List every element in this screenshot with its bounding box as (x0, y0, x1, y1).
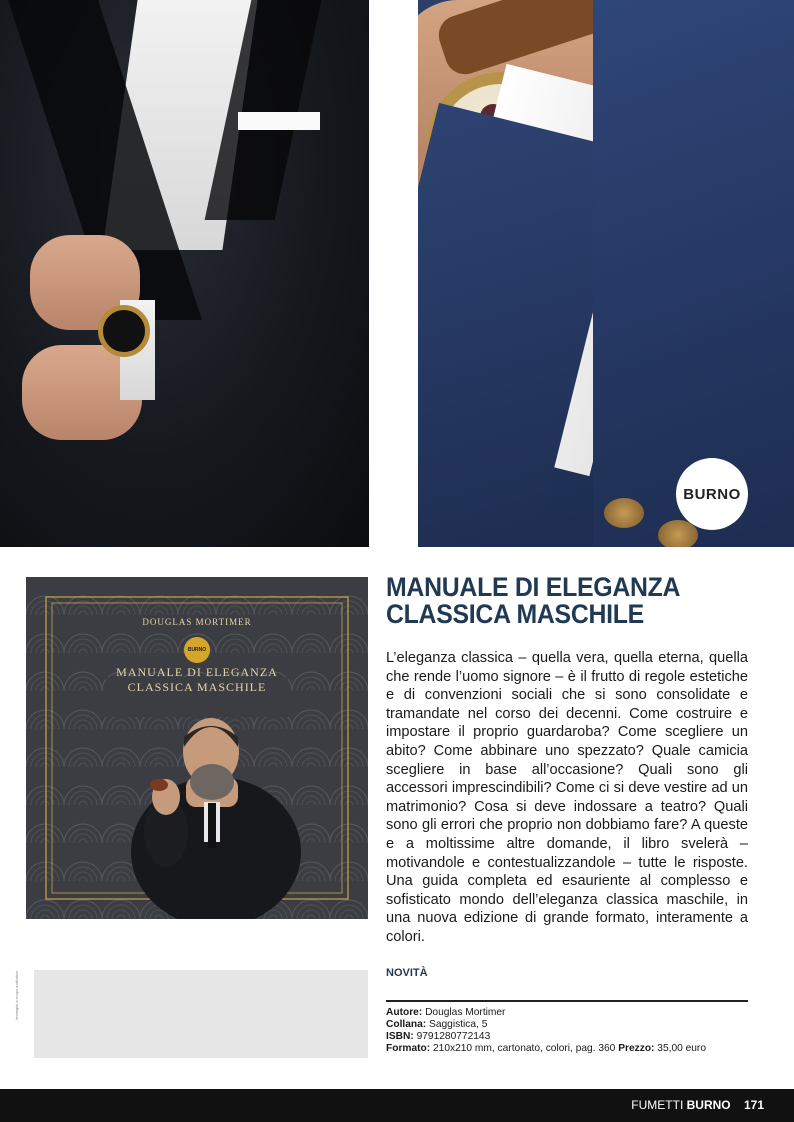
footer-brand: BURNO (686, 1098, 731, 1112)
cover-publisher-badge: BURNO (184, 637, 210, 663)
autore-value: Douglas Mortimer (425, 1007, 506, 1018)
headline-line2: CLASSICA MASCHILE (386, 599, 644, 629)
grey-placeholder-box (34, 970, 368, 1058)
cover-title-line2: CLASSICA MASCHILE (127, 680, 267, 694)
prezzo-value: 35,00 euro (657, 1043, 706, 1054)
novita-tag: NOVITÀ (386, 967, 428, 979)
page-footer (0, 1089, 794, 1122)
isbn-label: ISBN: (386, 1031, 414, 1042)
burno-logo: BURNO (676, 458, 748, 530)
book-specs (386, 1007, 756, 1055)
watch-photo (418, 0, 794, 547)
formato-label: Formato: (386, 1043, 431, 1054)
cover-title-line1: MANUALE DI ELEGANZA (116, 665, 278, 679)
footer-text (631, 1098, 764, 1112)
collana-label: Collana: (386, 1019, 427, 1030)
headline-line1: MANUALE DI ELEGANZA (386, 572, 681, 602)
tuxedo-photo (0, 0, 369, 547)
cover-author: DOUGLAS MORTIMER (142, 617, 252, 627)
divider (386, 1000, 748, 1002)
isbn-value: 9791280772143 (416, 1031, 491, 1042)
autore-label: Autore: (386, 1007, 423, 1018)
collana-value: Saggistica, 5 (429, 1019, 488, 1030)
book-cover-image (26, 577, 368, 919)
article-body: L’eleganza classica – quella vera, quella eterna, quella che rende l’uomo signore – è il frutto di regole estetiche e di convenzioni sociali che si sono consolidate e tramandate nel corso dei decenni. Come costruire e impostare il proprio guardaroba? Come scegliere un abito? Come abbinare uno spezzato? Quale camicia scegliere in base all’occasione? Quali sono gli accessori imprescindibili? Come ci si deve vestire ad un matrimonio? Cosa si deve indossare a teatro? Quali sono gli errori che proprio non dobbiamo fare? A queste e a moltissime altre domande, il libro svelerà – motivandole e contestualizzandole – tutte le risposte. Una guida completa ed esauriente al complesso e sofisticato mondo dell’eleganza classica maschile, in una nuova edizione di grande formato, interamente a colori. (386, 650, 748, 945)
formato-value: 210x210 mm, cartonato, colori, pag. 360 (433, 1043, 616, 1054)
cover-title (26, 665, 368, 695)
image-credit: Immagini a scopo indicativo (14, 970, 19, 1020)
article-headline (386, 574, 736, 628)
cover-art-deco-pattern (26, 577, 368, 919)
prezzo-label: Prezzo: (618, 1043, 655, 1054)
footer-section: FUMETTI (631, 1098, 684, 1112)
page-number: 171 (743, 1098, 764, 1112)
